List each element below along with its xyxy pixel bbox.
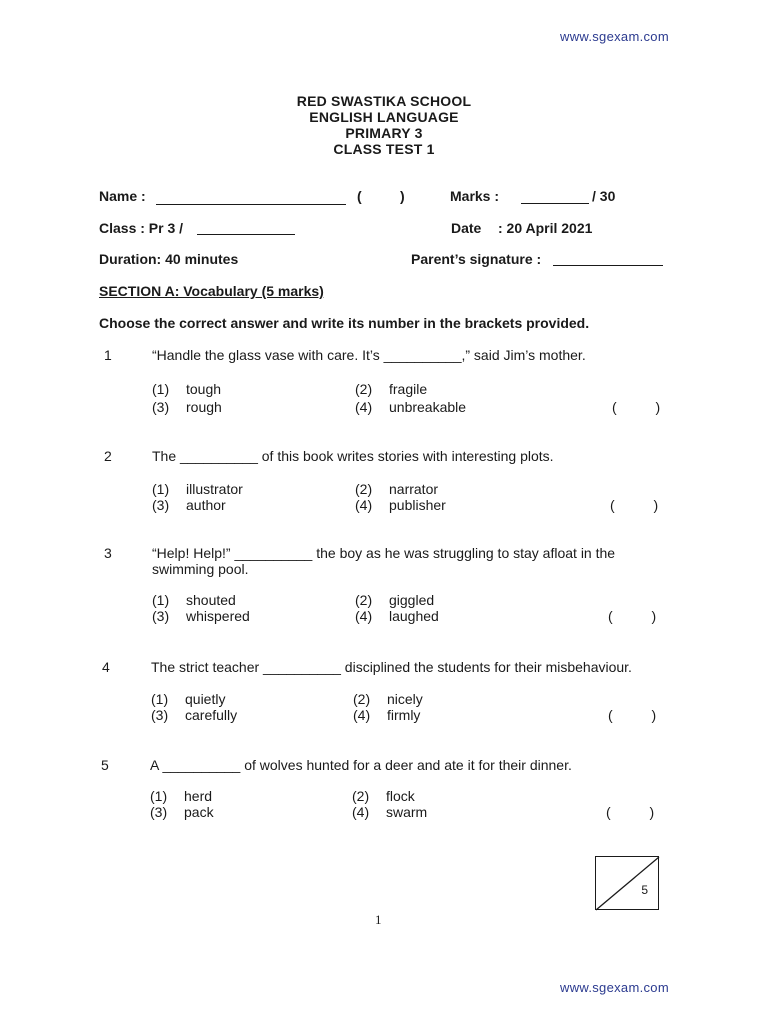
- answer-bracket[interactable]: ( ): [612, 399, 661, 415]
- option-4: (4) swarm: [352, 804, 428, 820]
- question-text: The strict teacher __________ disciplined the students for their misbehaviour.: [151, 659, 632, 675]
- question-number: 2: [104, 448, 112, 464]
- option-3: (3) author: [152, 497, 226, 513]
- subject-title: ENGLISH LANGUAGE: [309, 109, 459, 125]
- option-3: (3) pack: [150, 804, 214, 820]
- question-number: 1: [104, 347, 112, 363]
- answer-bracket[interactable]: ( ): [608, 707, 657, 723]
- option-3: (3) carefully: [151, 707, 238, 723]
- index-paren-open: (: [357, 188, 362, 204]
- question-text-continued: swimming pool.: [152, 561, 249, 577]
- marks-total: / 30: [592, 188, 616, 204]
- question-text: The __________ of this book writes stories with interesting plots.: [152, 448, 554, 464]
- option-2: (2) fragile: [355, 381, 428, 397]
- section-title: SECTION A: Vocabulary (5 marks): [99, 283, 324, 299]
- signature-line[interactable]: [553, 265, 663, 266]
- index-paren-close: ): [400, 188, 405, 204]
- option-4: (4) laughed: [355, 608, 439, 624]
- class-answer-line[interactable]: [197, 234, 295, 235]
- site-url-bottom: www.sgexam.com: [560, 980, 669, 995]
- signature-label: Parent’s signature :: [411, 251, 542, 267]
- answer-bracket[interactable]: ( ): [606, 804, 655, 820]
- option-3: (3) whispered: [152, 608, 250, 624]
- question-number: 4: [102, 659, 110, 675]
- page-number: 1: [375, 912, 382, 927]
- option-1: (1) tough: [152, 381, 222, 397]
- option-4: (4) publisher: [355, 497, 446, 513]
- date-label: Date: [451, 220, 482, 236]
- option-4: (4) unbreakable: [355, 399, 467, 415]
- option-2: (2) giggled: [355, 592, 435, 608]
- option-2: (2) nicely: [353, 691, 423, 707]
- name-answer-line[interactable]: [156, 204, 346, 205]
- school-name: RED SWASTIKA SCHOOL: [296, 93, 472, 109]
- option-1: (1) quietly: [151, 691, 226, 707]
- question-text: “Help! Help!” __________ the boy as he was struggling to stay afloat in the: [152, 545, 616, 561]
- option-2: (2) flock: [352, 788, 415, 804]
- test-title: CLASS TEST 1: [333, 141, 435, 157]
- marks-answer-line[interactable]: [521, 203, 589, 204]
- option-3: (3) rough: [152, 399, 222, 415]
- site-url-top: www.sgexam.com: [560, 29, 669, 44]
- option-1: (1) shouted: [152, 592, 236, 608]
- option-1: (1) herd: [150, 788, 213, 804]
- answer-bracket[interactable]: ( ): [610, 497, 659, 513]
- option-4: (4) firmly: [353, 707, 421, 723]
- option-1: (1) illustrator: [152, 481, 243, 497]
- score-box-diagonal: [596, 857, 660, 911]
- answer-bracket[interactable]: ( ): [608, 608, 657, 624]
- class-label: Class : Pr 3 /: [99, 220, 184, 236]
- question-number: 5: [101, 757, 109, 773]
- score-box-max: 5: [641, 883, 648, 897]
- section-instruction: Choose the correct answer and write its number in the brackets provided.: [99, 315, 590, 331]
- level-title: PRIMARY 3: [345, 125, 423, 141]
- section-score-box[interactable]: [595, 856, 659, 910]
- question-text: A __________ of wolves hunted for a deer and ate it for their dinner.: [150, 757, 572, 773]
- question-text: “Handle the glass vase with care. It’s __________,” said Jim’s mother.: [152, 347, 586, 363]
- question-number: 3: [104, 545, 112, 561]
- duration-text: Duration: 40 minutes: [99, 251, 239, 267]
- name-label: Name :: [99, 188, 146, 204]
- option-2: (2) narrator: [355, 481, 439, 497]
- date-value: : 20 April 2021: [498, 220, 593, 236]
- marks-label: Marks :: [450, 188, 500, 204]
